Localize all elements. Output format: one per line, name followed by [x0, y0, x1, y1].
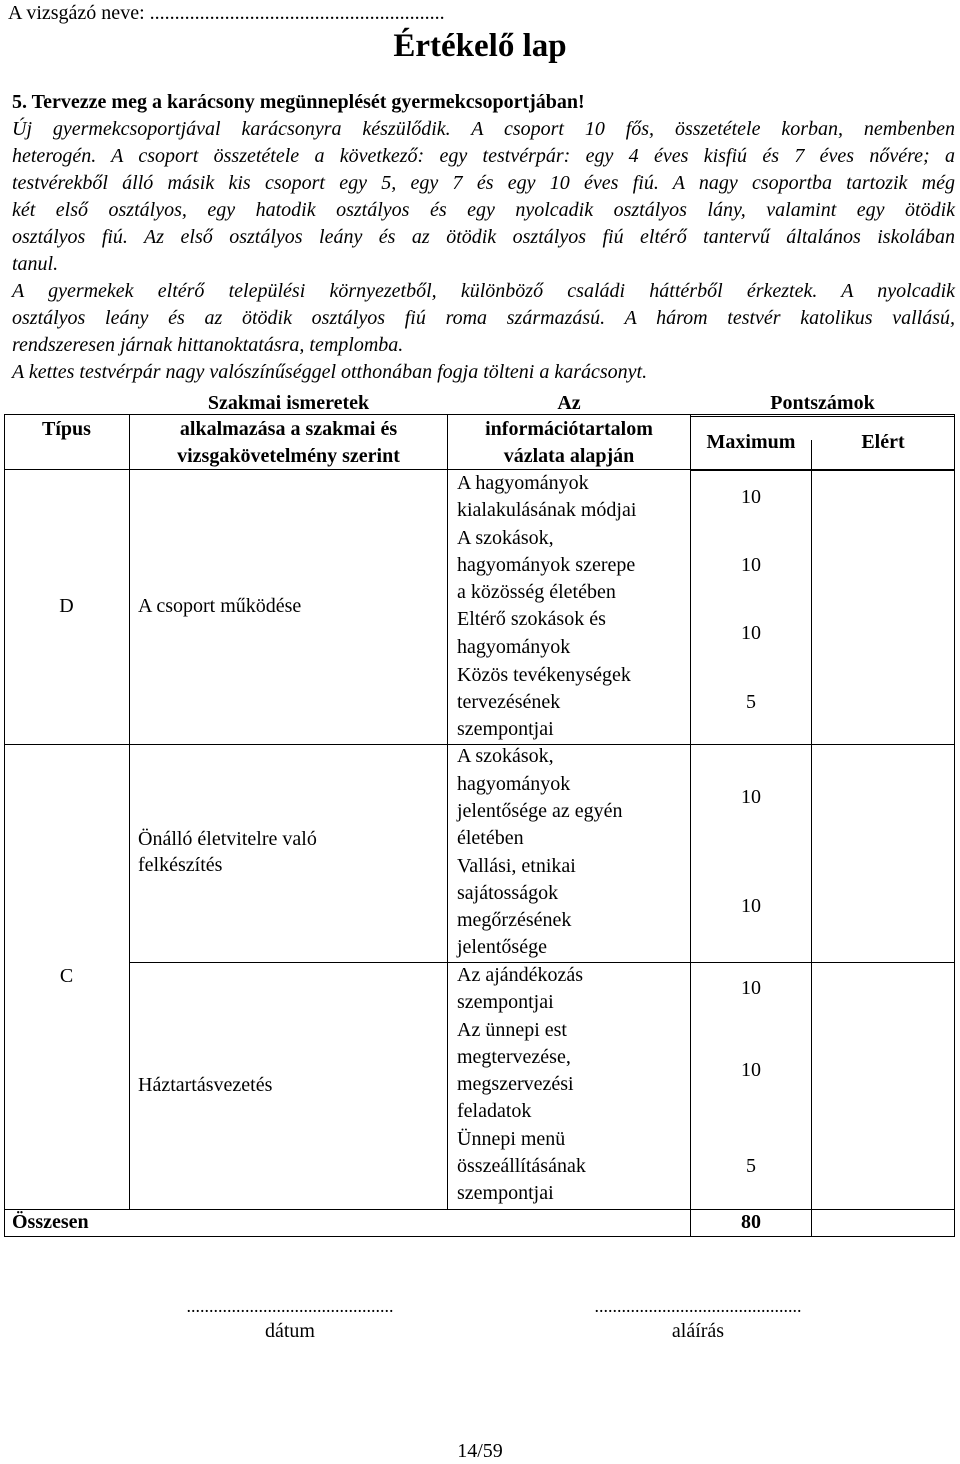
date-label: dátum [265, 1320, 315, 1342]
task-text-line: heterogén. A csoport összetétele a következő: egy testvérpár: egy 4 éves kisfiú és 7 éves nővére; a [12, 145, 955, 167]
table-border [447, 414, 448, 1210]
info-line: összeállításának [457, 1155, 586, 1177]
info-line: jelentősége [457, 936, 547, 958]
info-line: szempontjai [457, 1182, 554, 1204]
info-line: Ünnepi menü [457, 1128, 566, 1150]
task-text-line: rendszeresen járnak hittanoktatásra, templomba. [12, 334, 404, 356]
type-cell: D [59, 595, 74, 617]
signature-label: aláírás [671, 1320, 725, 1342]
total-max: 80 [741, 1211, 761, 1233]
task-heading: 5. Tervezze meg a karácsony megünneplését gyermekcsoportjában! [12, 91, 585, 113]
header-knowledge: Szakmai ismeretek [207, 392, 370, 414]
info-line: feladatok [457, 1100, 532, 1122]
info-line: a közösség életében [457, 581, 616, 603]
table-border [4, 1209, 955, 1210]
max-score: 10 [741, 1059, 761, 1081]
max-score: 10 [741, 786, 761, 808]
max-score: 10 [741, 554, 761, 576]
info-line: A szokások, [457, 527, 554, 549]
page-number: 14/59 [457, 1440, 503, 1462]
table-border [811, 440, 812, 1237]
info-line: megszervezési [457, 1073, 574, 1095]
header-achieved: Elért [861, 431, 905, 453]
table-border [4, 1236, 955, 1237]
table-border [4, 414, 5, 1237]
info-line: Az ajándékozás [457, 964, 584, 986]
date-field[interactable]: .............................................. [186, 1296, 394, 1316]
max-score: 10 [741, 486, 761, 508]
task-text-line: két első osztályos, egy hatodik osztályos és egy nyolcadik osztályos lány, valamint egy ötödik [12, 199, 955, 221]
table-border [690, 470, 955, 471]
header-info: vázlata alapján [503, 445, 635, 467]
info-line: Eltérő szokások és [457, 608, 606, 630]
knowledge-area: Önálló életvitelre való [138, 828, 317, 850]
info-line: hagyományok szerepe [457, 554, 636, 576]
info-line: megtervezése, [457, 1046, 571, 1068]
info-line: szempontjai [457, 991, 554, 1013]
page-title: Értékelő lap [393, 28, 567, 64]
header-type: Típus [42, 418, 91, 440]
task-text-line: testvérekből álló másik kis csoport egy 5, egy 7 és egy 10 éves fiú. A nagy csoportba tartozik még [12, 172, 955, 194]
info-line: megőrzésének [457, 909, 572, 931]
table-border [129, 414, 130, 1210]
signature-field[interactable]: .............................................. [594, 1296, 802, 1316]
info-line: A hagyományok [457, 472, 589, 494]
max-score: 10 [741, 977, 761, 999]
info-line: hagyományok [457, 773, 571, 795]
examinee-name-line: A vizsgázó neve: ........................................................... [8, 2, 445, 24]
header-knowledge: vizsgakövetelmény szerint [177, 445, 400, 467]
task-text-line: A gyermekek eltérő települési környezetből, különböző családi háttérből érkeztek. A nyolcadik [12, 280, 955, 302]
max-score: 10 [741, 895, 761, 917]
max-score: 5 [746, 691, 756, 713]
header-max: Maximum [706, 431, 796, 453]
table-border [690, 414, 691, 1237]
info-line: hagyományok [457, 636, 571, 658]
info-line: jelentősége az egyén [457, 800, 623, 822]
info-line: Vallási, etnikai [457, 855, 576, 877]
total-label: Összesen [12, 1211, 89, 1233]
info-line: A szokások, [457, 745, 554, 767]
max-score: 10 [741, 622, 761, 644]
info-line: Az ünnepi est [457, 1019, 567, 1041]
task-text-line: osztályos fiú. Az első osztályos leány és az ötödik osztályos fiú eltérő tantervű általános iskolában [12, 226, 955, 248]
task-text-line: Új gyermekcsoportjával karácsonyra készülődik. A csoport 10 fős, összetétele korban, nembenben [12, 118, 955, 140]
info-line: sajátosságok [457, 882, 559, 904]
info-line: Közös tevékenységek [457, 664, 631, 686]
info-line: kialakulásának módjai [457, 499, 637, 521]
max-score: 5 [746, 1155, 756, 1177]
task-text-line: osztályos leány és az ötödik osztályos fiú roma származású. A három testvér katolikus vallású, [12, 307, 955, 329]
header-points: Pontszámok [770, 392, 875, 414]
info-line: tervezésének [457, 691, 561, 713]
header-info: információtartalom [485, 418, 653, 440]
task-text-line: tanul. [12, 253, 59, 275]
table-border [954, 414, 955, 1237]
header-info: Az [557, 392, 581, 414]
info-line: szempontjai [457, 718, 554, 740]
info-line: életében [457, 827, 524, 849]
knowledge-area: Háztartásvezetés [138, 1074, 273, 1096]
knowledge-area: felkészítés [138, 854, 223, 876]
header-knowledge: alkalmazása a szakmai és [179, 418, 398, 440]
task-text-line: A kettes testvérpár nagy valószínűséggel otthonában fogja tölteni a karácsonyt. [12, 361, 648, 383]
knowledge-area: A csoport működése [138, 595, 302, 617]
type-cell: C [59, 965, 74, 987]
